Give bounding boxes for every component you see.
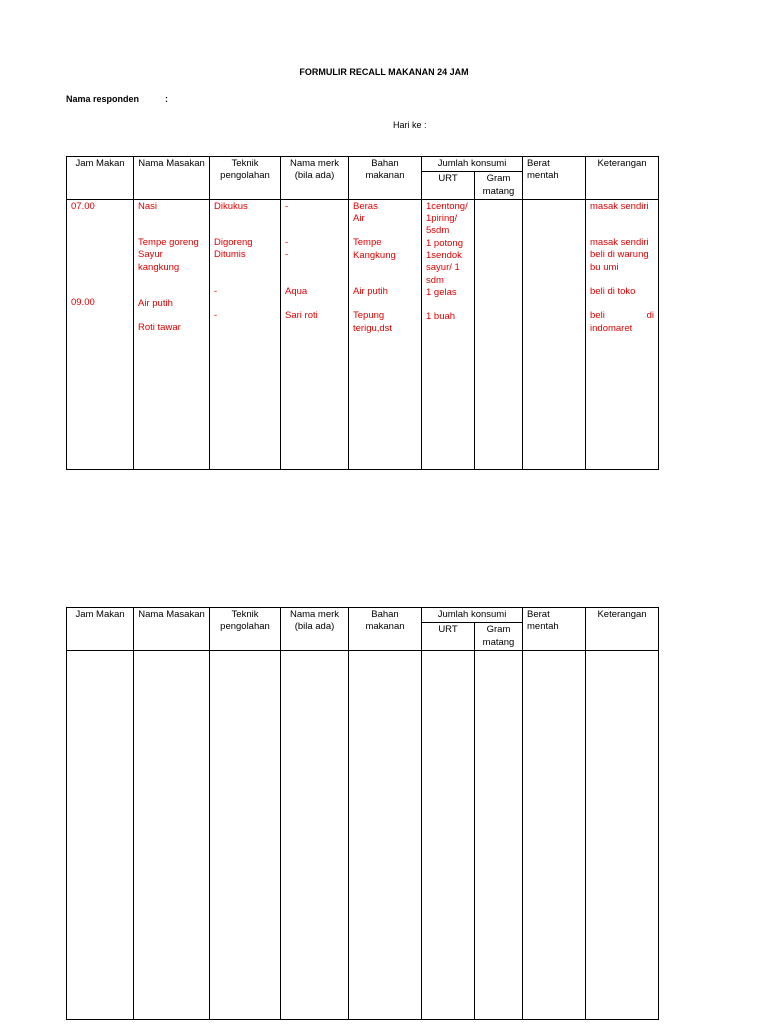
header-jam-makan: Jam Makan — [67, 157, 134, 200]
header-jam-makan: Jam Makan — [67, 608, 134, 651]
entry-teknik: - — [214, 285, 218, 297]
entry-keterangan: beli — [590, 310, 605, 322]
header-bahan: Bahan makanan — [349, 157, 422, 200]
blank-cell[interactable] — [523, 650, 586, 1019]
day-label: Hari ke : — [393, 120, 427, 130]
cell-urt — [422, 199, 475, 469]
entry-keterangan-row — [590, 310, 654, 322]
entry-keterangan: masak sendiri — [590, 200, 649, 212]
entry-urt: 1sendok — [426, 250, 462, 262]
respondent-name-row — [66, 94, 168, 104]
recall-table-example — [66, 156, 659, 470]
entry-urt: 1centong/ — [426, 200, 468, 212]
cell-jam — [67, 199, 134, 469]
entry-bahan: terigu,dst — [353, 322, 393, 334]
entry-keterangan: beli di warung — [590, 249, 649, 261]
blank-cell[interactable] — [475, 650, 523, 1019]
header-nama-masakan: Nama Masakan — [134, 157, 210, 200]
entry-masakan: Tempe goreng — [138, 237, 199, 249]
header-berat: Berat mentah — [523, 608, 586, 651]
header-teknik: Teknik pengolahan — [210, 608, 281, 651]
entry-masakan: Nasi — [138, 200, 158, 212]
respondent-name-colon: : — [165, 94, 169, 104]
entry-keterangan: beli di toko — [590, 286, 636, 298]
cell-merk — [281, 199, 349, 469]
header-jumlah: Jumlah konsumi — [422, 608, 523, 623]
entry-merk: Aqua — [285, 285, 308, 297]
entry-bahan: Tempe — [353, 237, 382, 249]
blank-cell[interactable] — [586, 650, 659, 1019]
entry-keterangan: masak sendiri — [590, 237, 649, 249]
entry-masakan: Air putih — [138, 298, 173, 310]
header-nama-merk: Nama merk (bila ada) — [281, 608, 349, 651]
header-urt: URT — [422, 623, 475, 651]
header-bahan: Bahan makanan — [349, 608, 422, 651]
blank-cell[interactable] — [134, 650, 210, 1019]
cell-keterangan — [586, 199, 659, 469]
header-nama-masakan: Nama Masakan — [134, 608, 210, 651]
entry-keterangan: di — [646, 310, 655, 322]
entry-urt: 1 gelas — [426, 286, 457, 298]
entry-bahan: Tepung — [353, 310, 385, 322]
entry-merk: Sari roti — [285, 310, 318, 322]
header-teknik: Teknik pengolahan — [210, 157, 281, 200]
header-urt: URT — [422, 172, 475, 200]
respondent-name-label: Nama responden — [66, 94, 140, 104]
cell-teknik — [210, 199, 281, 469]
blank-cell[interactable] — [281, 650, 349, 1019]
entry-urt: sayur/ 1 — [426, 262, 460, 274]
entry-urt: 1piring/ — [426, 213, 458, 225]
entry-urt: sdm — [426, 274, 444, 286]
cell-gram — [475, 199, 523, 469]
blank-cell[interactable] — [67, 650, 134, 1019]
entry-jam: 09.00 — [71, 297, 95, 309]
entry-teknik: - — [214, 310, 218, 322]
blank-cell[interactable] — [349, 650, 422, 1019]
entry-teknik: Digoreng — [214, 237, 253, 249]
entry-bahan: Air — [353, 213, 365, 225]
header-berat: Berat mentah — [523, 157, 586, 200]
cell-berat — [523, 199, 586, 469]
table-row — [67, 650, 659, 1019]
entry-merk: - — [285, 249, 289, 261]
entry-merk: - — [285, 237, 289, 249]
entry-keterangan: bu umi — [590, 261, 619, 273]
entry-merk: - — [285, 200, 289, 212]
entry-masakan: Sayur kangkung — [138, 249, 180, 273]
entry-urt: 1 buah — [426, 311, 456, 323]
header-jumlah: Jumlah konsumi — [422, 157, 523, 172]
entry-jam: 07.00 — [71, 200, 95, 212]
entry-teknik: Dikukus — [214, 200, 248, 212]
entry-urt: 5sdm — [426, 225, 450, 237]
entry-keterangan: indomaret — [590, 322, 633, 334]
header-keterangan: Keterangan — [586, 157, 659, 200]
entry-bahan: Beras — [353, 200, 378, 212]
recall-table-blank — [66, 607, 659, 1020]
entry-bahan: Kangkung — [353, 249, 396, 261]
entry-urt: 1 potong — [426, 237, 463, 249]
entry-bahan: Air putih — [353, 286, 388, 298]
form-title: FORMULIR RECALL MAKANAN 24 JAM — [299, 67, 469, 77]
table-row — [67, 199, 659, 469]
header-nama-merk: Nama merk (bila ada) — [281, 157, 349, 200]
blank-cell[interactable] — [422, 650, 475, 1019]
header-gram: Gram matang — [475, 623, 523, 651]
cell-bahan — [349, 199, 422, 469]
header-keterangan: Keterangan — [586, 608, 659, 651]
header-gram: Gram matang — [475, 172, 523, 200]
blank-cell[interactable] — [210, 650, 281, 1019]
entry-masakan: Roti tawar — [138, 322, 181, 334]
entry-teknik: Ditumis — [214, 249, 246, 261]
cell-masakan — [134, 199, 210, 469]
